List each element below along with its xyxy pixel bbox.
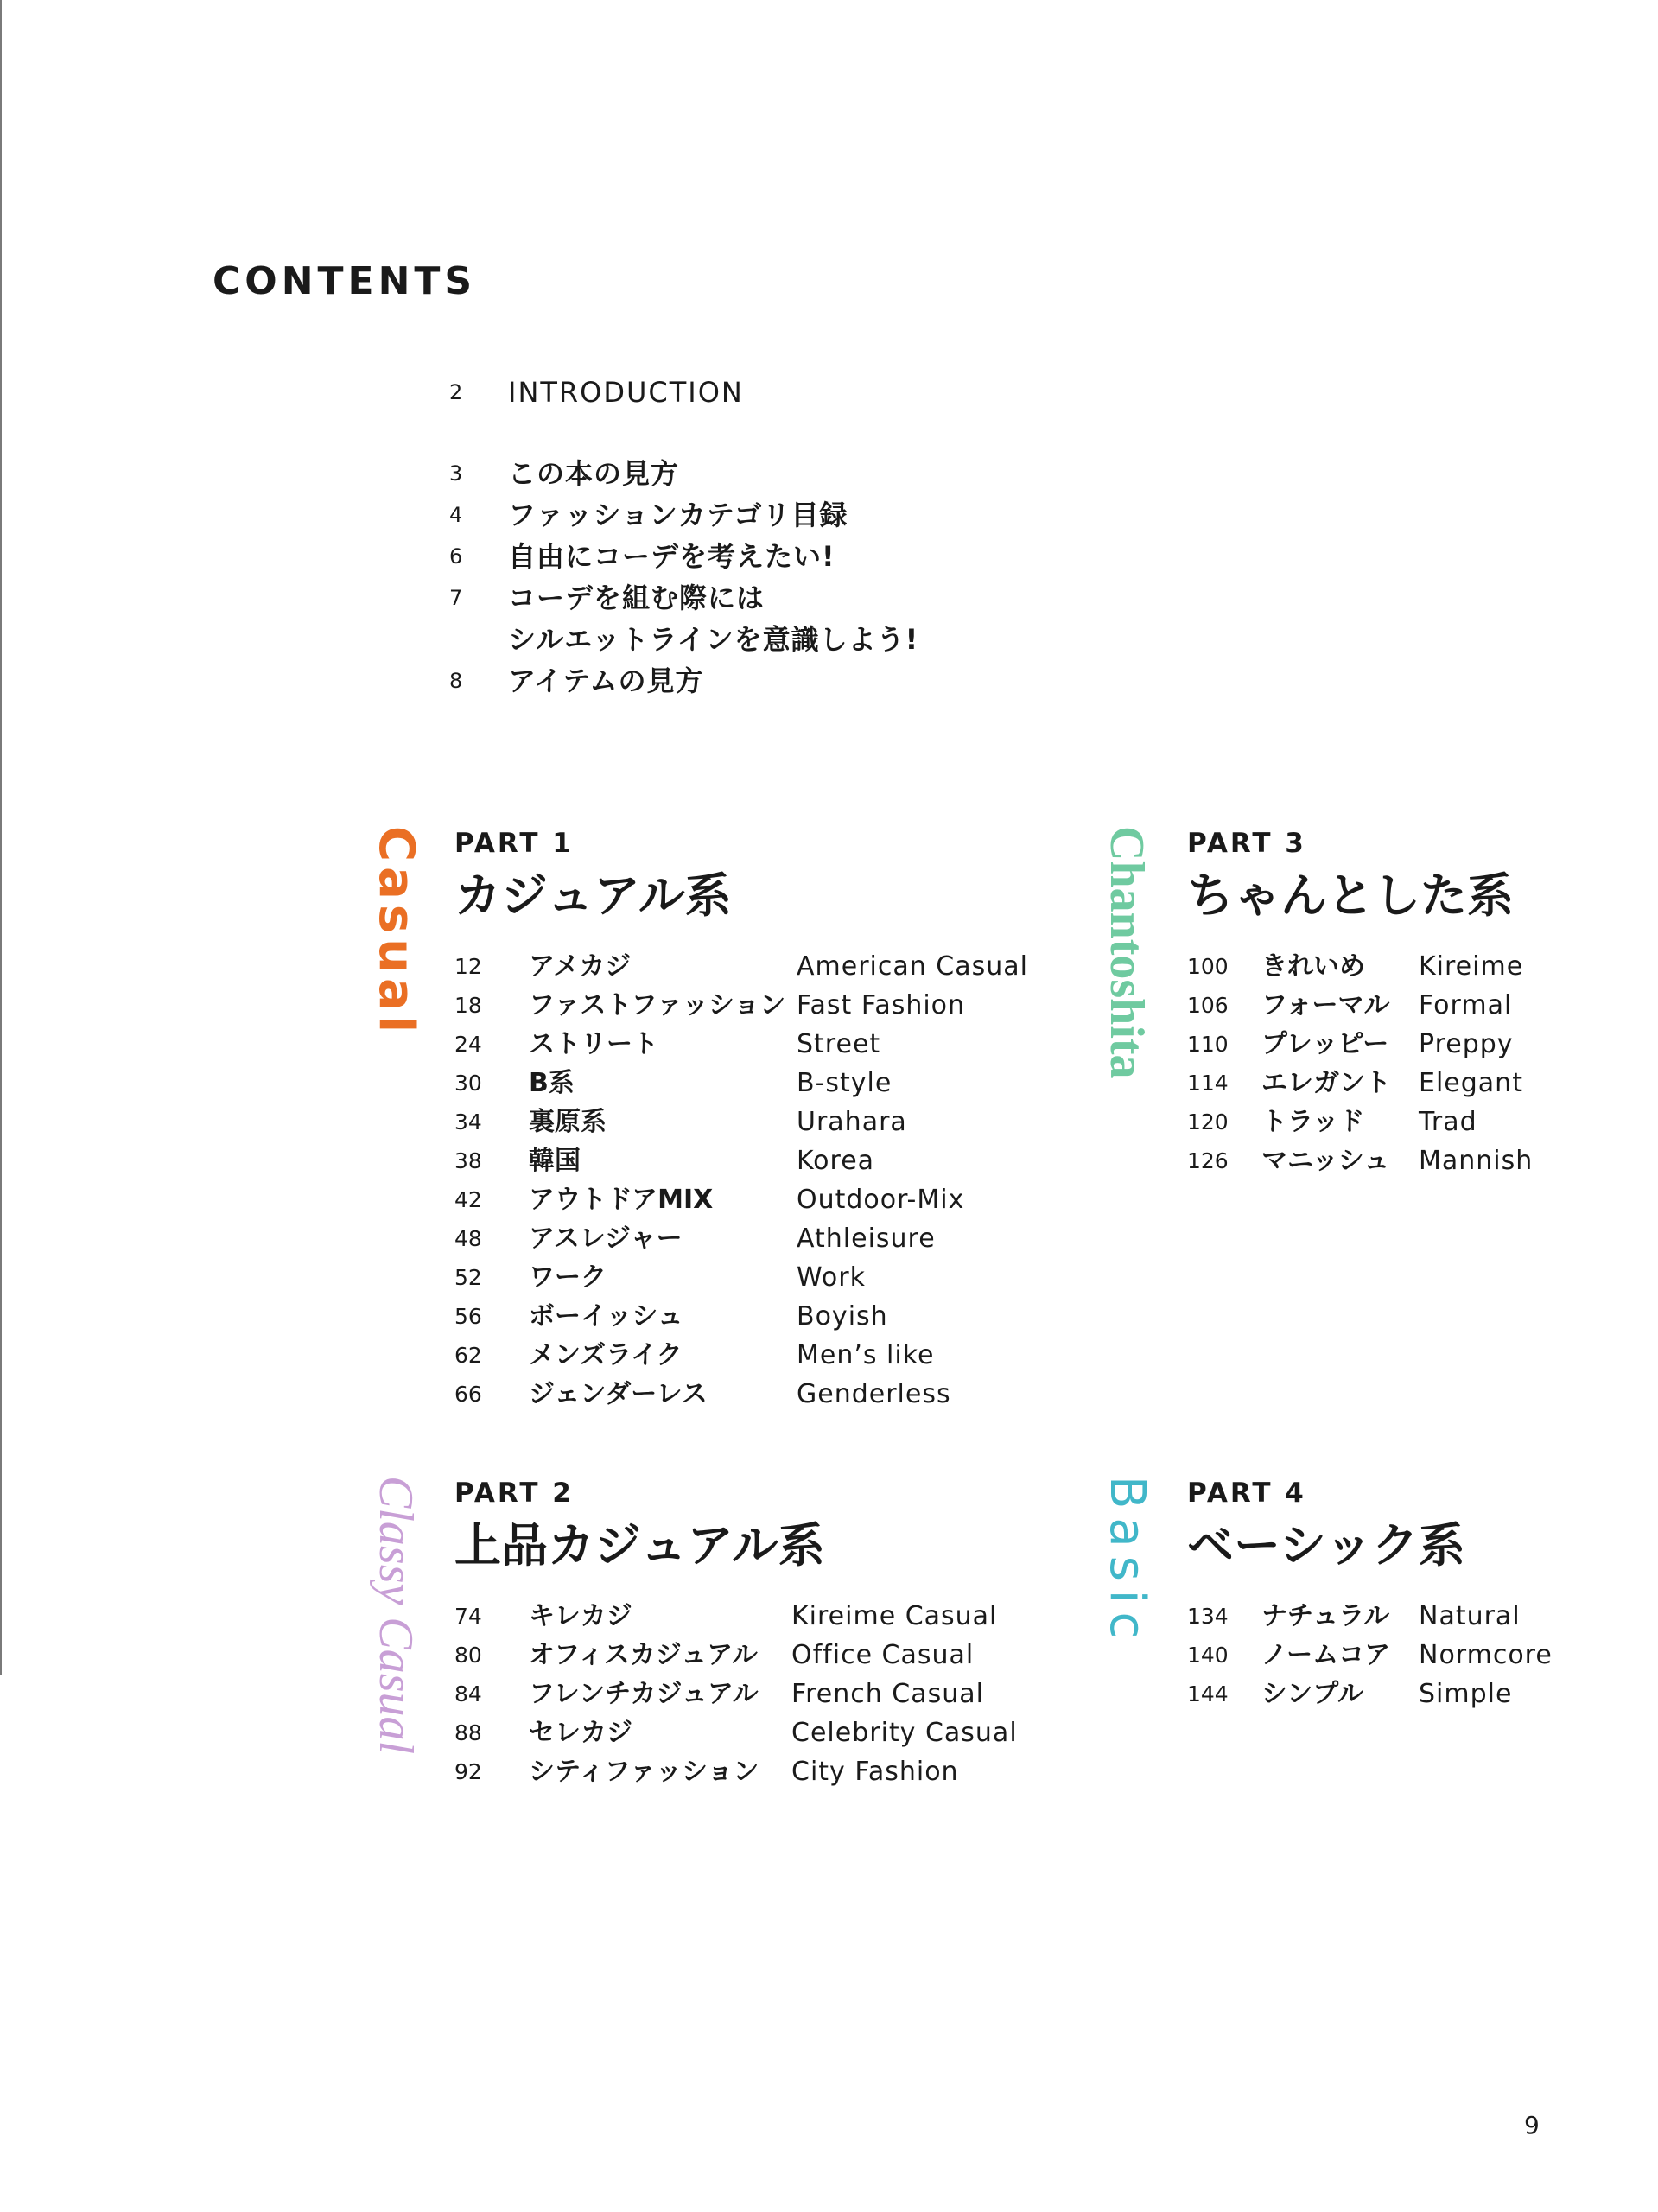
part-1-title: カジュアル系 xyxy=(454,868,732,923)
entry-japanese-title: ジェンダーレス xyxy=(529,1379,708,1409)
entry-page-number: 34 xyxy=(454,1109,482,1135)
entry-japanese-title: 韓国 xyxy=(529,1146,581,1176)
entry-japanese-title: ファストファッション xyxy=(529,990,786,1020)
entry-english-title: Genderless xyxy=(797,1379,951,1409)
entry-english-title: Kireime Casual xyxy=(791,1601,998,1631)
entry-english-title: French Casual xyxy=(791,1679,984,1709)
entry-page-number: 56 xyxy=(454,1304,482,1329)
entry-page-number: 134 xyxy=(1187,1604,1229,1629)
entry-japanese-title: ノームコア xyxy=(1261,1640,1391,1670)
entry-page-number: 66 xyxy=(454,1382,482,1407)
entry-japanese-title: プレッピー xyxy=(1261,1029,1389,1059)
part-2-vertical-label: Classy Casual xyxy=(369,1476,422,1755)
entry-japanese-title: ナチュラル xyxy=(1261,1601,1390,1631)
intro-page-number: 3 xyxy=(449,461,463,486)
part-2-label: PART 2 xyxy=(454,1478,574,1509)
entry-english-title: American Casual xyxy=(797,951,1028,982)
intro-title: ファッションカテゴリ目録 xyxy=(508,499,848,531)
entry-english-title: Kireime xyxy=(1419,951,1524,982)
entry-page-number: 144 xyxy=(1187,1681,1229,1707)
entry-page-number: 74 xyxy=(454,1604,482,1629)
entry-page-number: 80 xyxy=(454,1643,482,1668)
entry-page-number: 30 xyxy=(454,1071,482,1096)
entry-japanese-title: アスレジャー xyxy=(529,1224,683,1254)
part-1-vertical-label: Casual xyxy=(368,826,424,1039)
left-page-edge-rule xyxy=(0,0,2,1675)
entry-page-number: 88 xyxy=(454,1720,482,1745)
entry-page-number: 48 xyxy=(454,1226,482,1251)
entry-japanese-title: オフィスカジュアル xyxy=(529,1640,758,1670)
part-4-title: ベーシック系 xyxy=(1187,1518,1465,1573)
entry-page-number: 92 xyxy=(454,1759,482,1784)
part-3-label: PART 3 xyxy=(1187,828,1306,859)
entry-english-title: Athleisure xyxy=(797,1224,936,1254)
intro-title: コーデを組む際には xyxy=(508,582,765,614)
entry-japanese-title: ボーイッシュ xyxy=(529,1301,683,1332)
entry-japanese-title: ストリート xyxy=(529,1029,658,1059)
entry-english-title: Elegant xyxy=(1419,1068,1523,1098)
entry-japanese-title: マニッシュ xyxy=(1261,1146,1390,1176)
entry-japanese-title: フレンチカジュアル xyxy=(529,1679,759,1709)
entry-page-number: 52 xyxy=(454,1265,482,1290)
entry-english-title: Mannish xyxy=(1419,1146,1534,1176)
part-2-title: 上品カジュアル系 xyxy=(454,1518,825,1573)
entry-page-number: 120 xyxy=(1187,1109,1229,1135)
entry-english-title: Korea xyxy=(797,1146,875,1176)
entry-page-number: 106 xyxy=(1187,993,1229,1018)
entry-japanese-title: フォーマル xyxy=(1261,990,1390,1020)
entry-page-number: 110 xyxy=(1187,1032,1229,1057)
entry-english-title: Urahara xyxy=(797,1107,907,1137)
entry-japanese-title: トラッド xyxy=(1261,1107,1365,1137)
part-4-vertical-label: Basic xyxy=(1099,1476,1155,1648)
entry-page-number: 42 xyxy=(454,1187,482,1212)
intro-page-number: 4 xyxy=(449,503,463,527)
entry-page-number: 12 xyxy=(454,954,482,979)
entry-page-number: 62 xyxy=(454,1343,482,1368)
entry-english-title: Normcore xyxy=(1419,1640,1553,1670)
entry-english-title: City Fashion xyxy=(791,1757,959,1787)
contents-title: CONTENTS xyxy=(213,259,477,303)
part-1-label: PART 1 xyxy=(454,828,574,859)
entry-page-number: 100 xyxy=(1187,954,1229,979)
intro-title: シルエットラインを意識しよう! xyxy=(508,623,919,656)
entry-english-title: B-style xyxy=(797,1068,893,1098)
part-3-title: ちゃんとした系 xyxy=(1187,868,1514,923)
entry-english-title: Office Casual xyxy=(791,1640,975,1670)
entry-japanese-title: B系 xyxy=(529,1068,575,1098)
entry-japanese-title: ワーク xyxy=(529,1262,607,1293)
intro-title: アイテムの見方 xyxy=(508,664,704,697)
entry-japanese-title: セレカジ xyxy=(529,1718,632,1748)
intro-title: この本の見方 xyxy=(508,457,680,490)
entry-japanese-title: メンズライク xyxy=(529,1340,683,1370)
intro-page-number: 8 xyxy=(449,669,463,693)
intro-title: 自由にコーデを考えたい! xyxy=(508,540,835,573)
entry-japanese-title: エレガント xyxy=(1261,1068,1391,1098)
intro-page-number: 6 xyxy=(449,544,463,569)
entry-japanese-title: アウトドアMIX xyxy=(529,1185,714,1215)
entry-english-title: Trad xyxy=(1419,1107,1477,1137)
intro-page-number: 7 xyxy=(449,586,463,610)
entry-japanese-title: キレカジ xyxy=(529,1601,632,1631)
entry-japanese-title: アメカジ xyxy=(529,951,632,982)
entry-page-number: 114 xyxy=(1187,1071,1229,1096)
entry-english-title: Preppy xyxy=(1419,1029,1514,1059)
entry-english-title: Natural xyxy=(1419,1601,1521,1631)
entry-page-number: 24 xyxy=(454,1032,482,1057)
page-number: 9 xyxy=(1524,2111,1540,2139)
entry-japanese-title: きれいめ xyxy=(1261,951,1365,982)
entry-english-title: Work xyxy=(797,1262,866,1293)
intro-title: INTRODUCTION xyxy=(508,376,744,409)
entry-page-number: 126 xyxy=(1187,1148,1229,1173)
entry-page-number: 140 xyxy=(1187,1643,1229,1668)
intro-page-number: 2 xyxy=(449,380,463,404)
entry-page-number: 18 xyxy=(454,993,482,1018)
entry-japanese-title: シティファッション xyxy=(529,1757,759,1787)
entry-english-title: Men’s like xyxy=(797,1340,935,1370)
entry-english-title: Street xyxy=(797,1029,881,1059)
entry-japanese-title: シンプル xyxy=(1261,1679,1364,1709)
entry-english-title: Formal xyxy=(1419,990,1513,1020)
entry-english-title: Outdoor-Mix xyxy=(797,1185,965,1215)
entry-english-title: Fast Fashion xyxy=(797,990,966,1020)
entry-page-number: 84 xyxy=(454,1681,482,1707)
part-4-label: PART 4 xyxy=(1187,1478,1306,1509)
entry-page-number: 38 xyxy=(454,1148,482,1173)
entry-japanese-title: 裏原系 xyxy=(529,1107,607,1137)
part-3-vertical-label: Chantoshita xyxy=(1100,826,1153,1079)
entry-english-title: Celebrity Casual xyxy=(791,1718,1018,1748)
entry-english-title: Boyish xyxy=(797,1301,888,1332)
entry-english-title: Simple xyxy=(1419,1679,1513,1709)
